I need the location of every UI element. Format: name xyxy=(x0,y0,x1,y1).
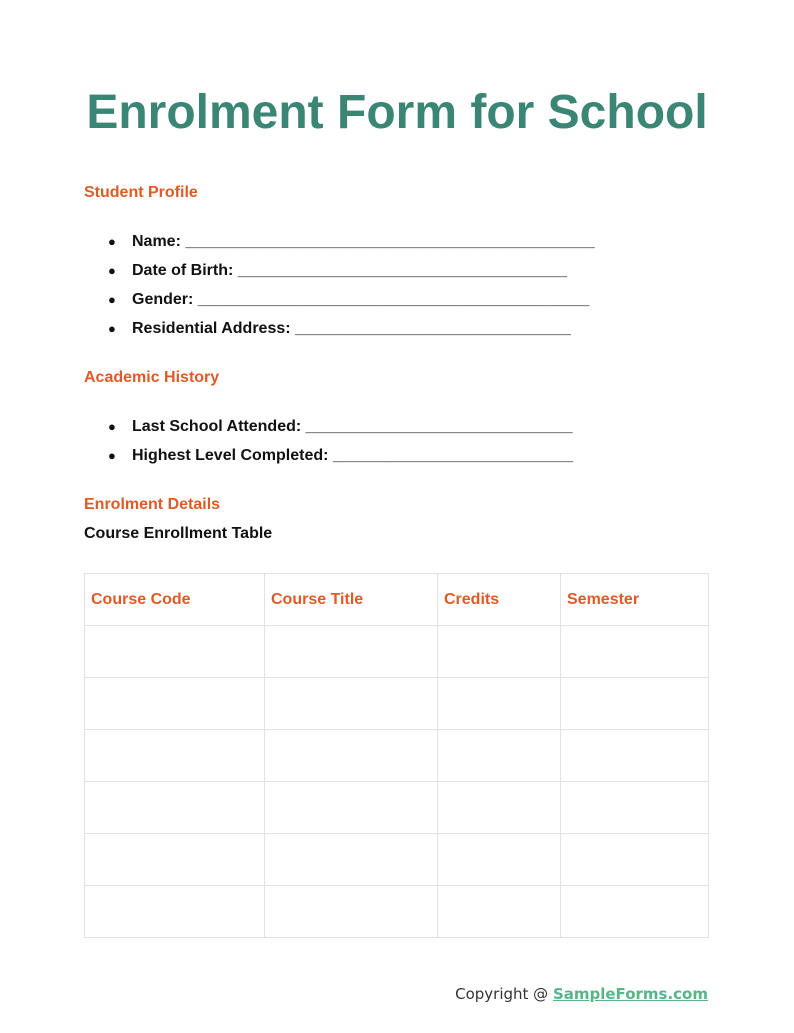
highest-level-field[interactable]: ● Highest Level Completed: ___________________________ xyxy=(108,447,574,464)
residential-address-field[interactable]: ● Residential Address: _______________________________ xyxy=(108,320,571,337)
table-cell[interactable] xyxy=(265,782,438,834)
gender-field[interactable]: ● Gender: ____________________________________________ xyxy=(108,291,590,308)
table-row xyxy=(85,886,709,938)
date-of-birth-field[interactable]: ● Date of Birth: _____________________________________ xyxy=(108,262,568,279)
table-cell[interactable] xyxy=(561,678,709,730)
table-cell[interactable] xyxy=(561,730,709,782)
column-header: Semester xyxy=(561,574,709,626)
column-header: Course Code xyxy=(85,574,265,626)
footer-copyright: Copyright @ SampleForms.com xyxy=(455,985,708,1003)
page-title: Enrolment Form for School xyxy=(86,86,708,139)
course-enrollment-table xyxy=(84,573,709,938)
table-cell[interactable] xyxy=(265,730,438,782)
table-cell[interactable] xyxy=(438,730,561,782)
table-cell[interactable] xyxy=(85,782,265,834)
table-row xyxy=(85,730,709,782)
table-cell[interactable] xyxy=(561,782,709,834)
bullet-icon: ● xyxy=(108,448,116,463)
enrolment-details-heading: Enrolment Details xyxy=(84,496,221,513)
table-cell[interactable] xyxy=(265,678,438,730)
table-header-row xyxy=(85,574,709,626)
course-table-title: Course Enrollment Table xyxy=(84,525,273,542)
bullet-icon: ● xyxy=(108,321,116,336)
column-header: Credits xyxy=(438,574,561,626)
table-row xyxy=(85,834,709,886)
bullet-icon: ● xyxy=(108,234,116,249)
table-cell[interactable] xyxy=(85,626,265,678)
table-cell[interactable] xyxy=(438,678,561,730)
table-cell[interactable] xyxy=(561,886,709,938)
table-cell[interactable] xyxy=(561,834,709,886)
table-cell[interactable] xyxy=(265,886,438,938)
last-school-field[interactable]: ● Last School Attended: ______________________________ xyxy=(108,418,573,435)
table-cell[interactable] xyxy=(265,834,438,886)
academic-history-list xyxy=(84,417,573,475)
table-cell[interactable] xyxy=(438,626,561,678)
bullet-icon: ● xyxy=(108,292,116,307)
table-cell[interactable] xyxy=(438,834,561,886)
table-cell[interactable] xyxy=(85,886,265,938)
table-cell[interactable] xyxy=(438,886,561,938)
table-cell[interactable] xyxy=(438,782,561,834)
academic-history-heading: Academic History xyxy=(84,369,220,386)
brand-link[interactable]: SampleForms.com xyxy=(552,985,708,1003)
table-cell[interactable] xyxy=(85,730,265,782)
table-cell[interactable] xyxy=(85,678,265,730)
name-field[interactable]: ● Name: ______________________________________________ xyxy=(108,233,595,250)
bullet-icon: ● xyxy=(108,419,116,434)
table-cell[interactable] xyxy=(561,626,709,678)
table-row xyxy=(85,782,709,834)
column-header: Course Title xyxy=(265,574,438,626)
table-row xyxy=(85,626,709,678)
bullet-icon: ● xyxy=(108,263,116,278)
student-profile-list xyxy=(84,232,595,348)
table-cell[interactable] xyxy=(85,834,265,886)
table-row xyxy=(85,678,709,730)
table-cell[interactable] xyxy=(265,626,438,678)
student-profile-heading: Student Profile xyxy=(84,184,198,201)
